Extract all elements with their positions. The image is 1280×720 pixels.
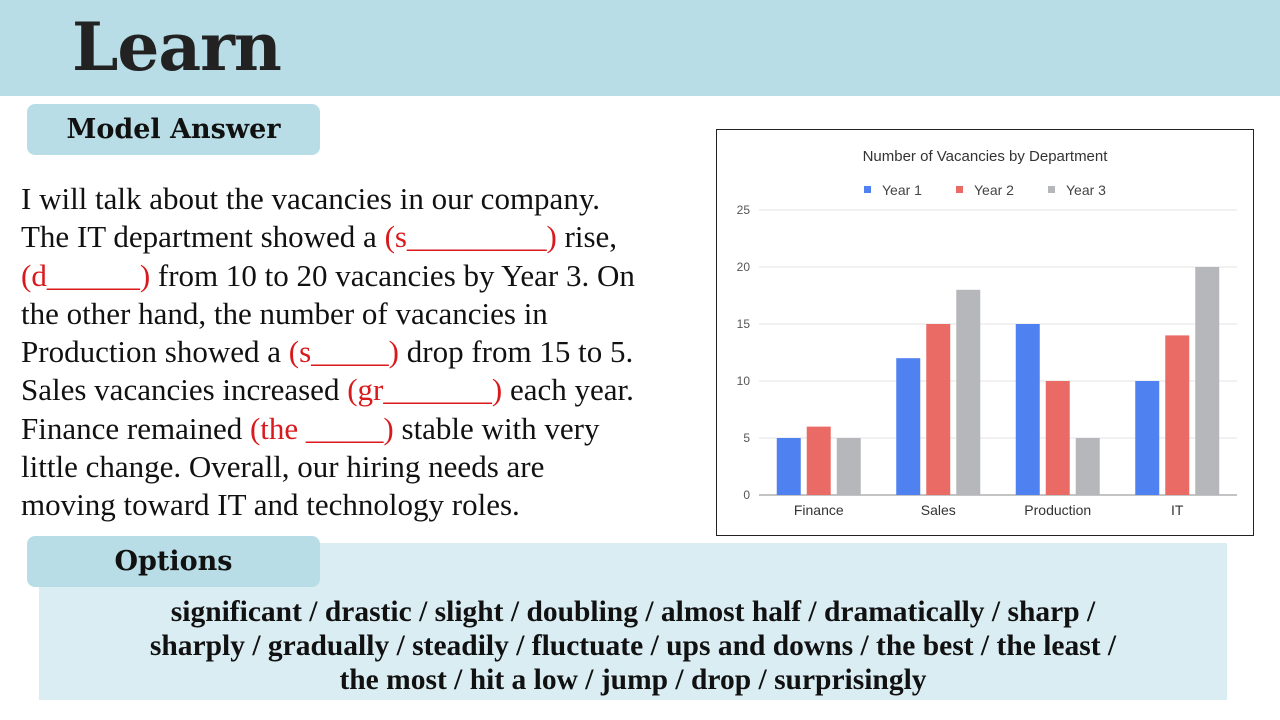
bar <box>1135 381 1159 495</box>
bar <box>807 427 831 495</box>
answer-text: moving toward IT and technology roles. <box>21 487 520 523</box>
answer-blank: (gr_______) <box>347 372 503 408</box>
answer-line <box>21 257 721 295</box>
answer-line <box>21 486 721 524</box>
answer-line <box>21 410 721 448</box>
answer-text: each year. <box>502 372 634 408</box>
legend-label: Year 2 <box>974 182 1014 198</box>
legend-label: Year 1 <box>882 182 922 198</box>
model-answer-label: Model Answer <box>27 104 320 155</box>
options-label: Options <box>27 536 320 587</box>
x-tick-label: Finance <box>793 502 844 518</box>
answer-blank: (the _____) <box>249 410 394 446</box>
answer-line <box>21 295 721 333</box>
answer-text: Production showed a <box>21 334 289 370</box>
y-tick-label: 20 <box>736 260 750 274</box>
answer-text: Sales vacancies increased <box>21 372 348 408</box>
bar <box>1195 267 1219 495</box>
options-line: the most / hit a low / jump / drop / surprisingly <box>339 664 927 696</box>
bar <box>1046 381 1070 495</box>
model-answer-text <box>21 180 721 525</box>
options-list <box>39 595 1227 697</box>
page-title: Learn <box>72 8 281 86</box>
answer-text: rise, <box>556 219 618 255</box>
bar <box>926 324 950 495</box>
answer-line <box>21 218 721 256</box>
bar <box>956 290 980 495</box>
bar <box>777 438 801 495</box>
legend-label: Year 3 <box>1066 182 1106 198</box>
answer-text: drop from 15 to 5. <box>399 334 634 370</box>
legend-swatch <box>1048 186 1055 193</box>
y-tick-label: 0 <box>743 488 750 502</box>
bar <box>1016 324 1040 495</box>
x-tick-label: IT <box>1171 502 1184 518</box>
answer-text: stable with very <box>393 410 600 446</box>
answer-text: I will talk about the vacancies in our company. <box>21 181 601 216</box>
answer-line <box>21 180 721 218</box>
answer-text: Finance remained <box>21 410 250 446</box>
legend-swatch <box>864 186 871 193</box>
y-tick-label: 5 <box>743 431 750 445</box>
answer-blank: (d______) <box>21 257 151 293</box>
bar <box>837 438 861 495</box>
answer-blank: (s_____) <box>288 334 399 370</box>
answer-line <box>21 333 721 371</box>
answer-text: from 10 to 20 vacancies by Year 3. On <box>150 257 635 293</box>
chart-title: Number of Vacancies by Department <box>862 148 1108 165</box>
chart-panel <box>716 129 1254 536</box>
answer-text: the other hand, the number of vacancies in <box>21 295 548 331</box>
legend-swatch <box>956 186 963 193</box>
header-bar <box>0 0 1280 96</box>
options-line: significant / drastic / slight / doubling / almost half / dramatically / sharp / <box>170 596 1096 628</box>
bar <box>1165 335 1189 495</box>
answer-line <box>21 371 721 409</box>
answer-blank: (s_________) <box>384 219 557 255</box>
y-tick-label: 25 <box>736 203 750 217</box>
x-tick-label: Sales <box>920 502 956 518</box>
answer-line <box>21 448 721 486</box>
answer-text: little change. Overall, our hiring needs are <box>21 449 545 485</box>
x-tick-label: Production <box>1024 502 1092 518</box>
y-tick-label: 10 <box>736 374 750 388</box>
options-line: sharply / gradually / steadily / fluctuate / ups and downs / the best / the least / <box>149 630 1117 662</box>
y-tick-label: 15 <box>736 317 750 331</box>
answer-text: The IT department showed a <box>21 219 385 255</box>
bar-chart <box>717 130 1253 535</box>
bar <box>896 358 920 495</box>
bar <box>1076 438 1100 495</box>
